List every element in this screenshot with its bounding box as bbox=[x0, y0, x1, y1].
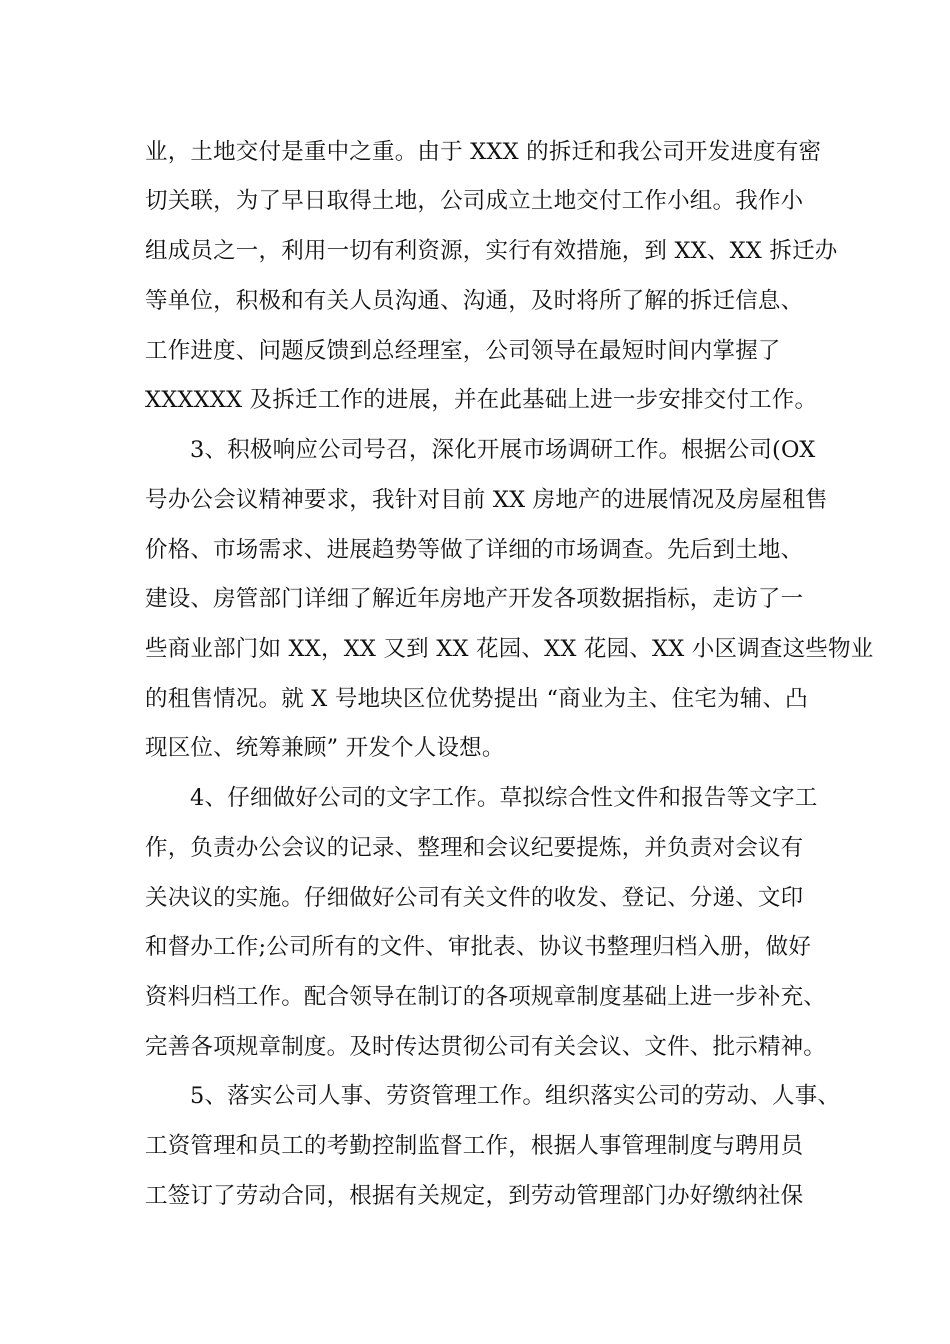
text-line: 作，负责办公会议的记录、整理和会议纪要提炼，并负责对会议有 bbox=[145, 835, 804, 861]
text-line: 组成员之一，利用一切有利资源，实行有效措施，到 XX、XX 拆迁办 bbox=[145, 238, 838, 264]
text-line: 号办公会议精神要求，我针对目前 XX 房地产的进展情况及房屋租售 bbox=[145, 487, 828, 513]
paragraph-first-line: 4、仔细做好公司的文字工作。草拟综合性文件和报告等文字工 bbox=[190, 785, 818, 811]
text-line: 建设、房管部门详细了解近年房地产开发各项数据指标，走访了一 bbox=[145, 586, 804, 612]
text-line: 些商业部门如 XX，XX 又到 XX 花园、XX 花园、XX 小区调查这些物业 bbox=[145, 636, 874, 662]
text-line: 完善各项规章制度。及时传达贯彻公司有关会议、文件、批示精神。 bbox=[145, 1034, 827, 1060]
paragraph-first-line: 3、积极响应公司号召，深化开展市场调研工作。根据公司(OX bbox=[190, 437, 816, 463]
text-line: 和督办工作;公司所有的文件、审批表、协议书整理归档入册，做好 bbox=[145, 934, 812, 960]
text-line: 的租售情况。就 X 号地块区位优势提出 “商业为主、住宅为辅、凸 bbox=[145, 686, 808, 712]
text-line: 工作进度、问题反馈到总经理室，公司领导在最短时间内掌握了 bbox=[145, 338, 781, 364]
paragraph-first-line: 5、落实公司人事、劳资管理工作。组织落实公司的劳动、人事、 bbox=[190, 1083, 841, 1109]
text-line: 关决议的实施。仔细做好公司有关文件的收发、登记、分递、文印 bbox=[145, 885, 804, 911]
text-line: XXXXXX 及拆迁工作的进展，并在此基础上进一步安排交付工作。 bbox=[145, 387, 818, 413]
text-line: 资料归档工作。配合领导在制订的各项规章制度基础上进一步补充、 bbox=[145, 984, 827, 1010]
text-line: 价格、市场需求、进展趋势等做了详细的市场调查。先后到土地、 bbox=[145, 537, 804, 563]
text-line: 现区位、统筹兼顾” 开发个人设想。 bbox=[145, 735, 505, 761]
text-line: 业，土地交付是重中之重。由于 XXX 的拆迁和我公司开发进度有密 bbox=[145, 139, 822, 165]
text-line: 等单位，积极和有关人员沟通、沟通，及时将所了解的拆迁信息、 bbox=[145, 288, 804, 314]
text-line: 工签订了劳动合同，根据有关规定，到劳动管理部门办好缴纳社保 bbox=[145, 1183, 804, 1209]
text-line: 工资管理和员工的考勤控制监督工作，根据人事管理制度与聘用员 bbox=[145, 1133, 804, 1159]
text-line: 切关联，为了早日取得土地，公司成立土地交付工作小组。我作小 bbox=[145, 188, 804, 214]
